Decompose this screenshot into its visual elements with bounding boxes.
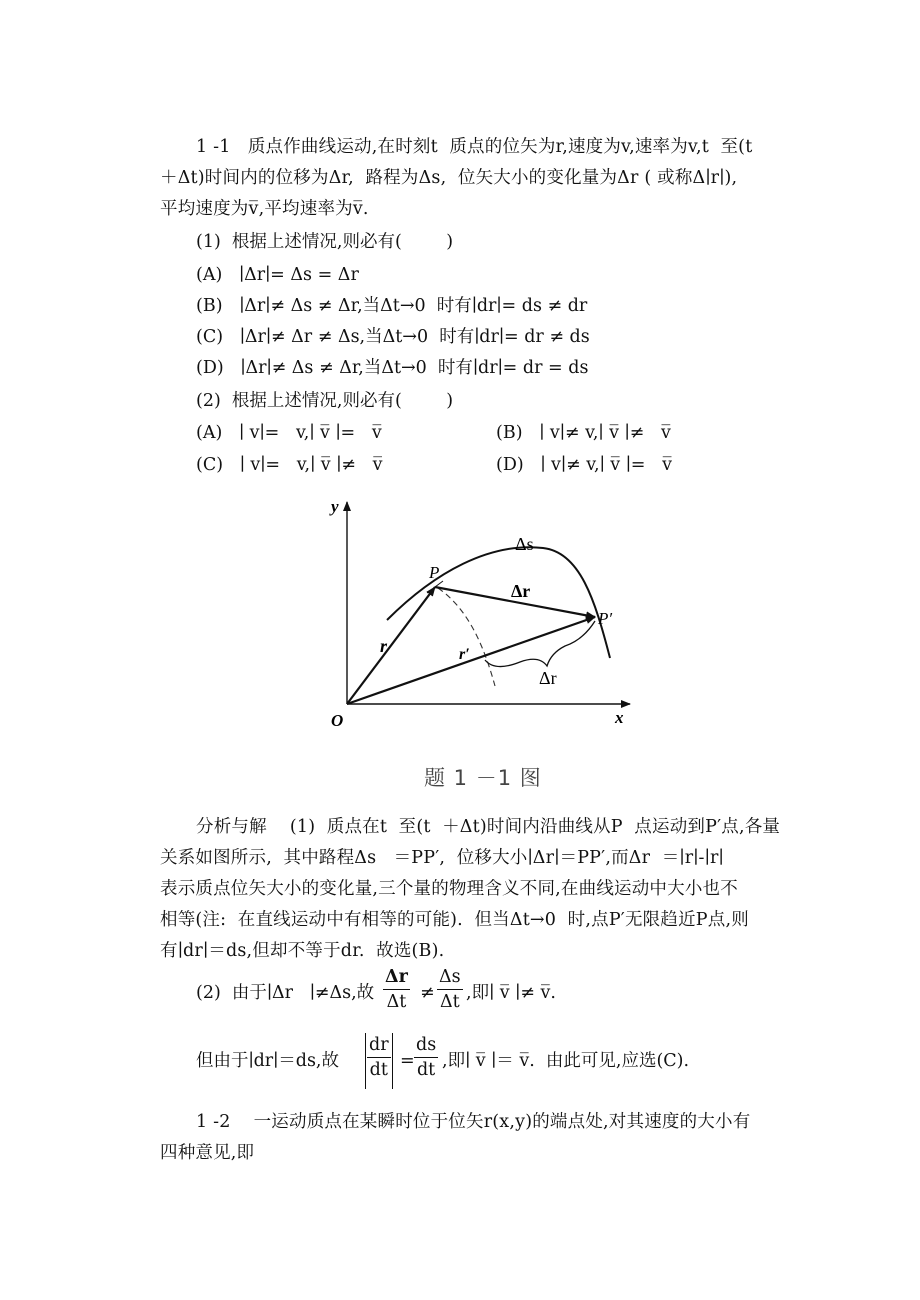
part-3-suffix: ,即∣ v̅ ∣＝ v̅. 由此可见,应选(C). — [442, 1051, 690, 1071]
r-vector-label: r — [380, 636, 388, 656]
fraction-denominator: Δt — [386, 992, 407, 1012]
y-axis-label: y — [331, 497, 339, 516]
fraction-dr-over-dt — [367, 1035, 391, 1080]
question-1-stem: (1) 根据上述情况,则必有( ) — [196, 232, 454, 252]
point-p-label: P — [429, 563, 440, 582]
fraction-numerator: Δs — [437, 967, 463, 990]
position-vector-r-prime — [347, 617, 595, 704]
q2-option-b: (B) ∣ v∣≠ v,∣ v̅ ∣≠ v̅ — [496, 423, 671, 443]
problem-1-1-line-2: ＋Δt)时间内的位移为Δr, 路程为Δs, 位矢大小的变化量为Δr ( 或称Δ∣r∣), — [160, 168, 738, 188]
fraction-denominator: Δt — [439, 992, 460, 1012]
part-2-suffix: ,即∣ v̅ ∣≠ v̅. — [466, 983, 556, 1003]
problem-1-2-line-1: 1 -2 一运动质点在某瞬时位于位矢r(x,y)的端点处,对其速度的大小有 — [196, 1112, 751, 1132]
problem-1-1-line-1: 1 -1 质点作曲线运动,在时刻t 质点的位矢为r,速度为v,速率为v,t 至(t — [196, 137, 753, 157]
fraction-denominator: dt — [416, 1060, 436, 1080]
part-3-prefix: 但由于∣dr∣＝ds,故 — [196, 1051, 339, 1071]
r-prime-label: r′ — [459, 646, 470, 663]
fraction-denominator: dt — [369, 1060, 388, 1080]
problem-1-1-line-3: 平均速度为v̅,平均速率为v̅. — [160, 199, 369, 219]
q1-option-c: (C) ∣Δr∣≠ Δr ≠ Δs,当Δt→0 时有∣dr∣= dr ≠ ds — [196, 327, 590, 347]
q1-option-b: (B) ∣Δr∣≠ Δs ≠ Δr,当Δt→0 时有∣dr∣= ds ≠ dr — [196, 296, 588, 316]
position-vector-r — [347, 587, 435, 704]
radius-arc-dashed — [438, 588, 495, 686]
figure-caption: 题 1 －1 图 — [424, 766, 542, 790]
analysis-line-5: 有∣dr∣＝ds,但却不等于dr. 故选(B). — [160, 941, 445, 961]
analysis-line-1: 分析与解 (1) 质点在t 至(t ＋Δt)时间内沿曲线从P 点运动到P′点,各量 — [196, 817, 781, 837]
problem-1-2-line-2: 四种意见,即 — [160, 1143, 255, 1163]
q2-option-a: (A) ∣ v∣= v,∣ v̅ ∣= v̅ — [196, 423, 382, 443]
fraction-ds-over-dt — [414, 1035, 438, 1080]
abs-bar-left — [365, 1033, 366, 1089]
q2-option-c: (C) ∣ v∣= v,∣ v̅ ∣≠ v̅ — [196, 455, 383, 475]
analysis-line-2: 关系如图所示, 其中路程Δs ＝PP′, 位移大小∣Δr∣＝PP′,而Δr ＝∣r∣-∣r∣ — [160, 848, 724, 868]
q1-option-d: (D) ∣Δr∣≠ Δs ≠ Δr,当Δt→0 时有∣dr∣= dr = ds — [196, 358, 589, 378]
trajectory-curve — [387, 547, 613, 658]
fraction-delta-r-over-delta-t — [383, 967, 410, 1012]
delta-r-vector-label: Δr — [511, 581, 531, 601]
x-axis-label: x — [615, 708, 624, 727]
question-2-stem: (2) 根据上述情况,则必有( ) — [196, 391, 454, 411]
kinematics-figure — [325, 490, 645, 740]
fraction-numerator: dr — [367, 1035, 391, 1058]
part-2-prefix: (2) 由于∣Δr ∣≠Δs,故 — [196, 983, 375, 1003]
equal-sign: = — [400, 1051, 415, 1071]
q2-option-d: (D) ∣ v∣≠ v,∣ v̅ ∣= v̅ — [496, 455, 673, 475]
q1-option-a: (A) ∣Δr∣= Δs = Δr — [196, 265, 359, 285]
not-equal-sign: ≠ — [420, 983, 435, 1003]
delta-r-scalar-label: Δr — [539, 668, 557, 688]
fraction-numerator: ds — [414, 1035, 438, 1058]
delta-s-label: Δs — [515, 534, 534, 554]
fraction-delta-s-over-delta-t — [437, 967, 463, 1012]
analysis-line-3: 表示质点位矢大小的变化量,三个量的物理含义不同,在曲线运动中大小也不 — [160, 879, 738, 899]
analysis-line-4: 相等(注: 在直线运动中有相等的可能). 但当Δt→0 时,点P′无限趋近P点,则 — [160, 910, 749, 930]
fraction-numerator: Δr — [383, 967, 410, 990]
origin-label: O — [331, 711, 344, 730]
point-p-prime-label: P′ — [598, 609, 613, 628]
delta-r-brace — [485, 621, 595, 667]
abs-bar-right — [392, 1033, 393, 1089]
